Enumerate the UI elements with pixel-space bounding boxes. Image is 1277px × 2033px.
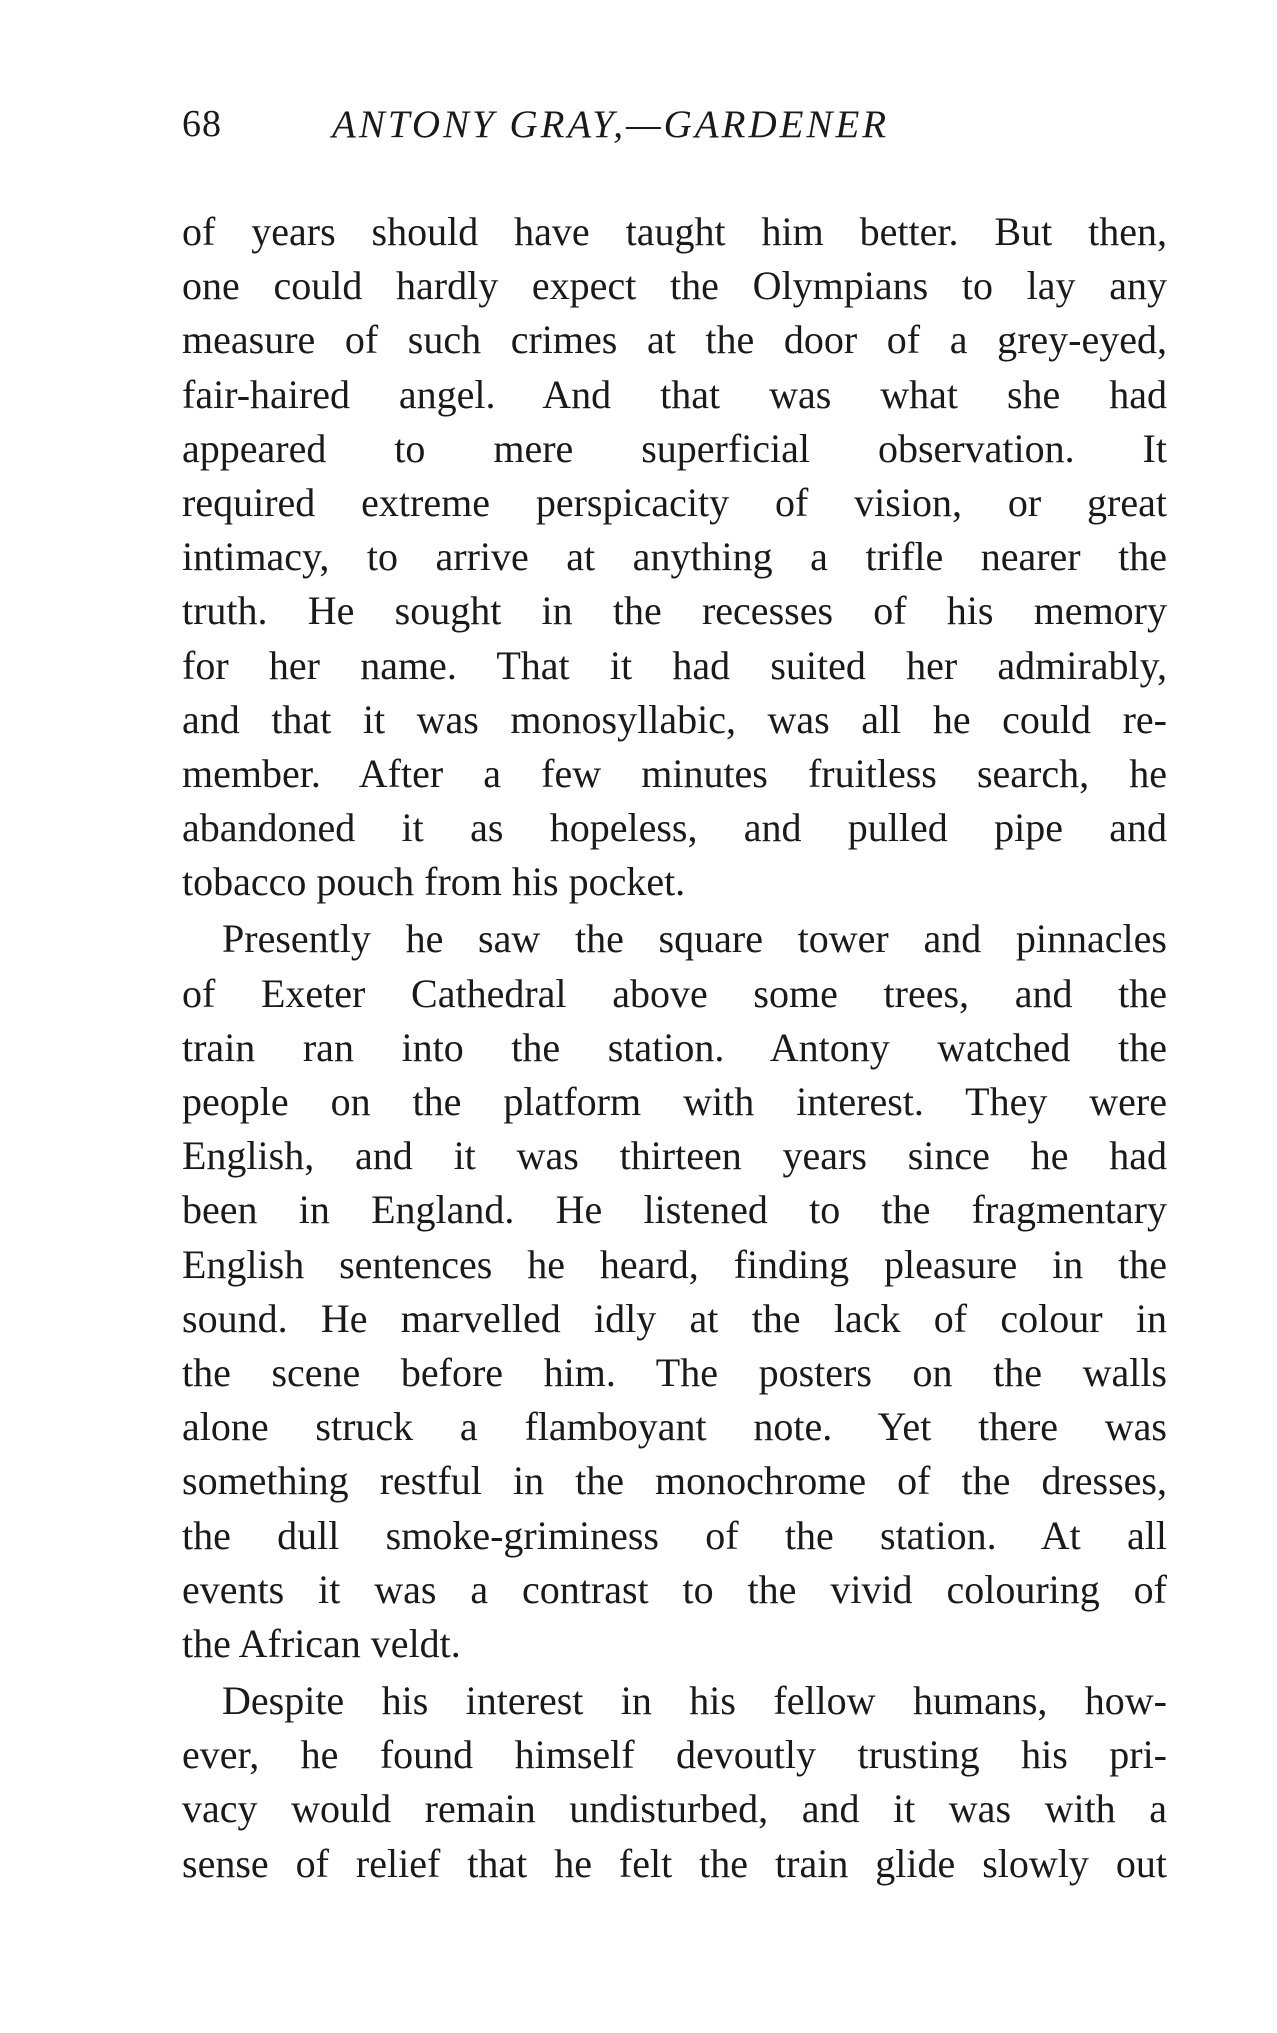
text-line: the dull smoke-griminess of the station. At all <box>182 1512 1167 1558</box>
text-line: alone struck a flamboyant note. Yet there was <box>182 1404 1167 1450</box>
text-line: ever, he found himself devoutly trusting his pri- <box>182 1732 1167 1778</box>
text-line: of years should have taught him better. But then, <box>182 209 1167 254</box>
text-line: sound. He marvelled idly at the lack of colour in <box>182 1295 1167 1341</box>
text-line: something restful in the monochrome of the dresses, <box>182 1458 1167 1504</box>
paragraph <box>182 912 1167 1671</box>
text-line: intimacy, to arrive at anything a trifle nearer the <box>182 534 1167 580</box>
text-line: the African veldt. <box>182 1620 461 1666</box>
text-line: the scene before him. The posters on the walls <box>182 1349 1167 1395</box>
paragraph <box>182 205 1167 909</box>
text-line: Despite his interest in his fellow humans, how- <box>222 1678 1167 1724</box>
text-line: been in England. He listened to the fragmentary <box>182 1187 1167 1233</box>
text-line: fair-haired angel. And that was what she had <box>182 371 1167 417</box>
text-line: and that it was monosyllabic, was all he could re- <box>182 696 1167 742</box>
text-line: measure of such crimes at the door of a grey-eyed, <box>182 317 1167 363</box>
text-line: vacy would remain undisturbed, and it was with a <box>182 1786 1167 1832</box>
text-line: member. After a few minutes fruitless search, he <box>182 750 1167 796</box>
body-text <box>182 205 1167 1891</box>
paragraph <box>182 1674 1167 1891</box>
text-line: required extreme perspicacity of vision, or great <box>182 479 1167 525</box>
text-line: English sentences he heard, finding pleasure in the <box>182 1241 1167 1287</box>
text-line: one could hardly expect the Olympians to lay any <box>182 263 1167 309</box>
text-line: abandoned it as hopeless, and pulled pipe and <box>182 805 1167 851</box>
text-line: for her name. That it had suited her admirably, <box>182 642 1167 688</box>
text-line: train ran into the station. Antony watched the <box>182 1024 1167 1070</box>
text-line: people on the platform with interest. They were <box>182 1079 1167 1124</box>
page-number: 68 <box>182 103 222 145</box>
page-header <box>182 102 1172 162</box>
text-line: English, and it was thirteen years since he had <box>182 1133 1167 1179</box>
text-line: events it was a contrast to the vivid colouring of <box>182 1566 1167 1612</box>
text-line: Presently he saw the square tower and pinnacles <box>222 916 1167 962</box>
text-line: sense of relief that he felt the train glide slowly out <box>182 1840 1167 1886</box>
text-line: tobacco pouch from his pocket. <box>182 859 686 905</box>
running-title: ANTONY GRAY,—GARDENER <box>332 103 890 146</box>
text-line: of Exeter Cathedral above some trees, and the <box>182 970 1167 1016</box>
text-line: appeared to mere superficial observation. It <box>182 425 1167 471</box>
text-line: truth. He sought in the recesses of his memory <box>182 588 1167 634</box>
